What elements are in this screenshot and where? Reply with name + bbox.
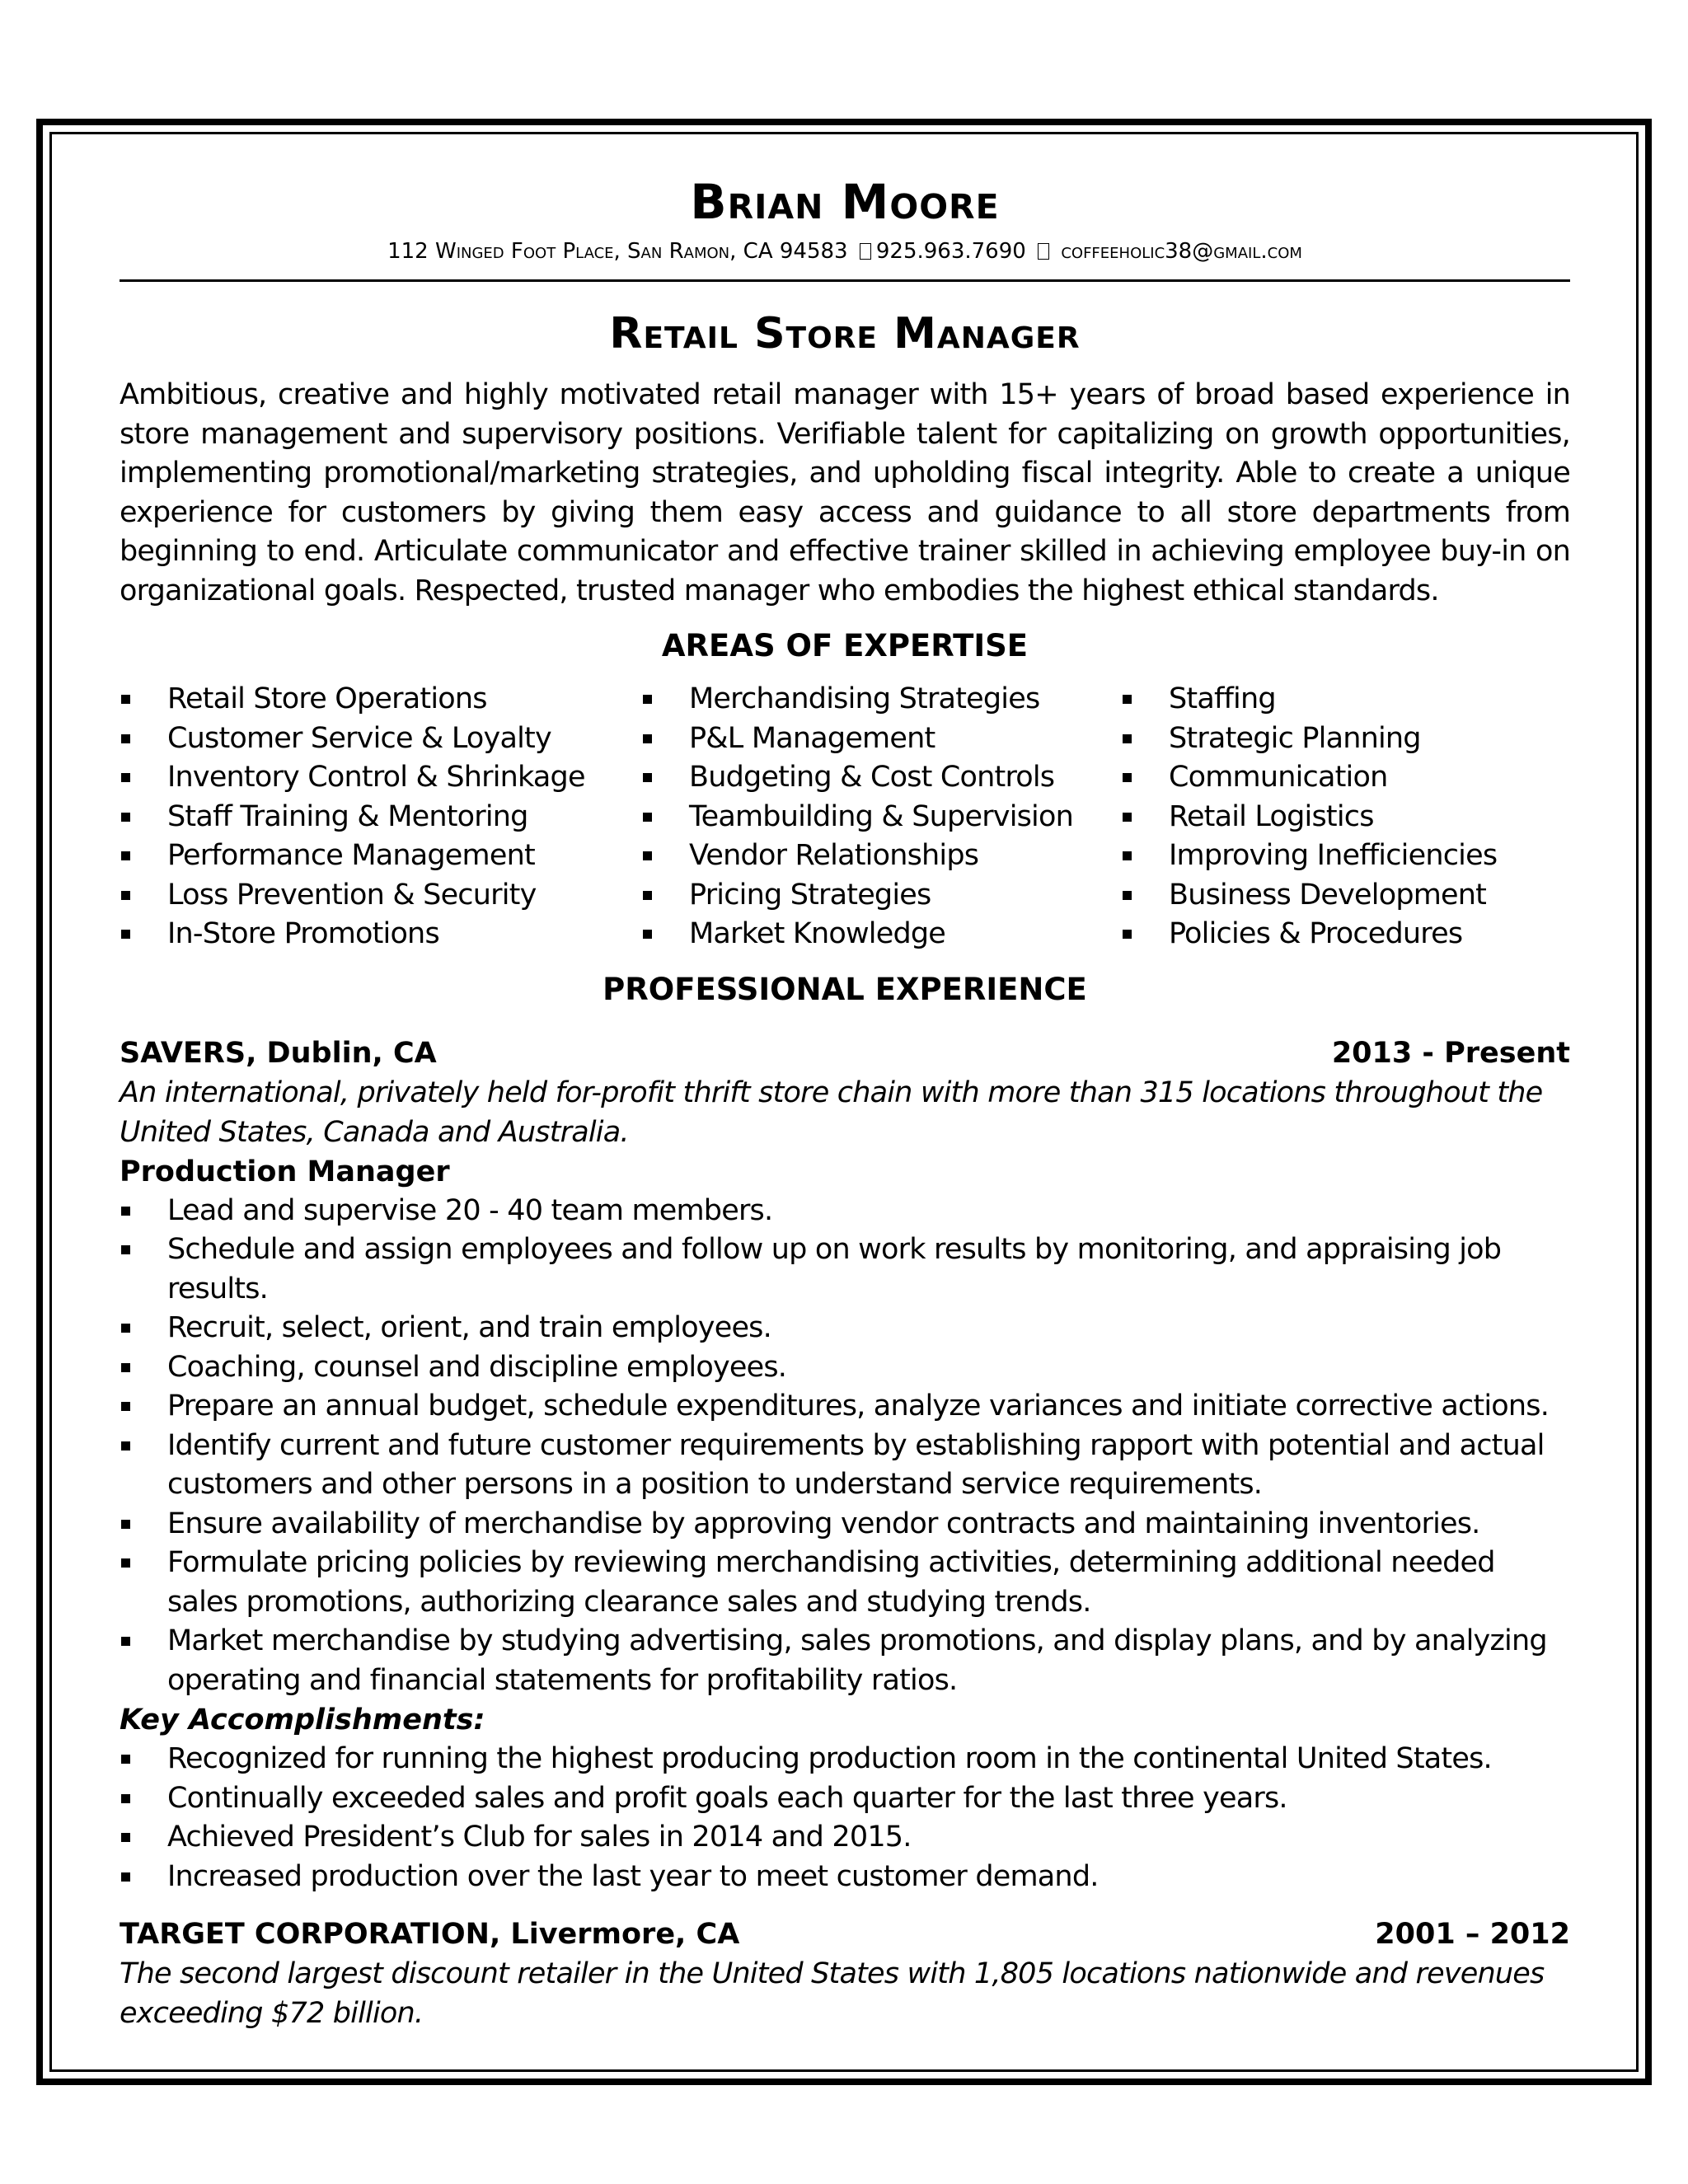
list-item: Merchandising Strategies	[641, 680, 1121, 719]
square-bullet-icon	[121, 1833, 130, 1842]
experience-heading: PROFESSIONAL EXPERIENCE	[603, 971, 1087, 1007]
job-title: Retail Store Manager	[609, 309, 1081, 359]
address: 112 Winged Foot Place, San Ramon, CA 94583	[387, 239, 848, 264]
square-bullet-icon	[121, 1520, 130, 1529]
square-bullet-icon	[121, 1324, 130, 1333]
list-item: Retail Logistics	[1121, 798, 1570, 837]
company-name: TARGET CORPORATION, Livermore, CA	[120, 1918, 740, 1951]
square-bullet-icon	[121, 1872, 130, 1882]
square-bullet-icon	[121, 695, 130, 704]
list-item: Lead and supervise 20 - 40 team members.	[120, 1192, 1570, 1231]
separator-box-icon	[1038, 243, 1049, 260]
candidate-name: Brian Moore	[690, 174, 1000, 230]
square-bullet-icon	[121, 773, 130, 782]
square-bullet-icon	[643, 930, 652, 939]
list-item: Improving Inefficiencies	[1121, 837, 1570, 876]
list-item: Inventory Control & Shrinkage	[120, 758, 641, 798]
accomplishments-list	[120, 1740, 1570, 1896]
expertise-column-1	[120, 680, 641, 954]
email: coffeeholic38@gmail.com	[1061, 239, 1302, 264]
square-bullet-icon	[1123, 695, 1132, 704]
job-dates: 2013 - Present	[1331, 1036, 1570, 1070]
list-item: Prepare an annual budget, schedule expenditures, analyze variances and initiate corrective actions.	[120, 1387, 1570, 1427]
list-item: Increased production over the last year to meet customer demand.	[120, 1858, 1570, 1897]
square-bullet-icon	[1123, 851, 1132, 860]
square-bullet-icon	[121, 1441, 130, 1451]
job-header-savers	[120, 1033, 1570, 1073]
company-description: The second largest discount retailer in the United States with 1,805 locations nationwide and revenues exceeding $72 billion.	[120, 1957, 1545, 2030]
list-item: Ensure availability of merchandise by approving vendor contracts and maintaining inventories.	[120, 1505, 1570, 1544]
phone: 925.963.7690	[875, 239, 1026, 264]
list-item: Continually exceeded sales and profit goals each quarter for the last three years.	[120, 1779, 1570, 1819]
company-name: SAVERS, Dublin, CA	[120, 1036, 437, 1070]
list-item: Teambuilding & Supervision	[641, 798, 1121, 837]
square-bullet-icon	[121, 1558, 130, 1568]
expertise-heading: AREAS OF EXPERTISE	[661, 628, 1029, 663]
square-bullet-icon	[121, 1794, 130, 1803]
summary-paragraph: Ambitious, creative and highly motivated retail manager with 15+ years of broad based experience in store management and supervisory positions. Verifiable talent for capitalizing on growth opportunities, implementing promotional/marketing strategies, and upholding fiscal integrity. Able to create a unique experience for customers by giving them easy access and guidance to all store departments from beginning to end. Articulate communicator and effective trainer skilled in achieving employee buy-in on organizational goals. Respected, trusted manager who embodies the highest ethical standards.	[120, 378, 1570, 607]
list-item: Staffing	[1121, 680, 1570, 719]
square-bullet-icon	[121, 1363, 130, 1372]
list-item: Communication	[1121, 758, 1570, 798]
square-bullet-icon	[121, 1402, 130, 1411]
list-item: Identify current and future customer requirements by establishing rapport with potential and actual customers and other persons in a position to understand service requirements.	[120, 1427, 1570, 1505]
square-bullet-icon	[1123, 734, 1132, 743]
job-dates: 2001 – 2012	[1375, 1918, 1570, 1951]
square-bullet-icon	[643, 813, 652, 822]
square-bullet-icon	[1123, 813, 1132, 822]
list-item: Market merchandise by studying advertising, sales promotions, and display plans, and by analyzing operating and financial statements for profitability ratios.	[120, 1622, 1570, 1700]
list-item: Strategic Planning	[1121, 719, 1570, 759]
square-bullet-icon	[643, 773, 652, 782]
square-bullet-icon	[1123, 891, 1132, 900]
list-item: Business Development	[1121, 876, 1570, 916]
company-description: An international, privately held for-profit thrift store chain with more than 315 locations throughout the United States, Canada and Australia.	[120, 1076, 1543, 1149]
square-bullet-icon	[1123, 930, 1132, 939]
list-item: Performance Management	[120, 837, 641, 876]
contact-line	[120, 235, 1570, 268]
list-item: Vendor Relationships	[641, 837, 1121, 876]
square-bullet-icon	[643, 734, 652, 743]
list-item: Formulate pricing policies by reviewing merchandising activities, determining additional needed sales promotions, authorizing clearance sales and studying trends.	[120, 1544, 1570, 1622]
list-item: Budgeting & Cost Controls	[641, 758, 1121, 798]
square-bullet-icon	[1123, 773, 1132, 782]
list-item: Customer Service & Loyalty	[120, 719, 641, 759]
square-bullet-icon	[121, 851, 130, 860]
list-item: Retail Store Operations	[120, 680, 641, 719]
square-bullet-icon	[121, 930, 130, 939]
expertise-column-3	[1121, 680, 1570, 954]
list-item: Recruit, select, orient, and train employees.	[120, 1309, 1570, 1348]
separator-box-icon	[860, 243, 871, 260]
list-item: Market Knowledge	[641, 915, 1121, 954]
square-bullet-icon	[643, 891, 652, 900]
square-bullet-icon	[121, 1637, 130, 1646]
list-item: Schedule and assign employees and follow up on work results by monitoring, and appraising job results.	[120, 1230, 1570, 1309]
expertise-column-2	[641, 680, 1121, 954]
list-item: Achieved President’s Club for sales in 2014 and 2015.	[120, 1818, 1570, 1858]
square-bullet-icon	[121, 1755, 130, 1764]
list-item: In-Store Promotions	[120, 915, 641, 954]
job-header-target	[120, 1915, 1570, 1954]
resume-content	[120, 169, 1570, 2033]
list-item: Recognized for running the highest producing production room in the continental United States.	[120, 1740, 1570, 1779]
list-item: Staff Training & Mentoring	[120, 798, 641, 837]
list-item: P&L Management	[641, 719, 1121, 759]
duties-list	[120, 1192, 1570, 1701]
list-item: Policies & Procedures	[1121, 915, 1570, 954]
square-bullet-icon	[643, 851, 652, 860]
list-item: Loss Prevention & Security	[120, 876, 641, 916]
list-item: Coaching, counsel and discipline employees.	[120, 1348, 1570, 1388]
square-bullet-icon	[121, 891, 130, 900]
square-bullet-icon	[121, 813, 130, 822]
role-title: Production Manager	[120, 1155, 450, 1188]
key-accomplishments-heading: Key Accomplishments:	[120, 1704, 485, 1736]
square-bullet-icon	[643, 695, 652, 704]
expertise-list	[120, 680, 1570, 954]
square-bullet-icon	[121, 1245, 130, 1254]
list-item: Pricing Strategies	[641, 876, 1121, 916]
square-bullet-icon	[121, 1207, 130, 1216]
header-divider	[120, 279, 1570, 282]
square-bullet-icon	[121, 734, 130, 743]
